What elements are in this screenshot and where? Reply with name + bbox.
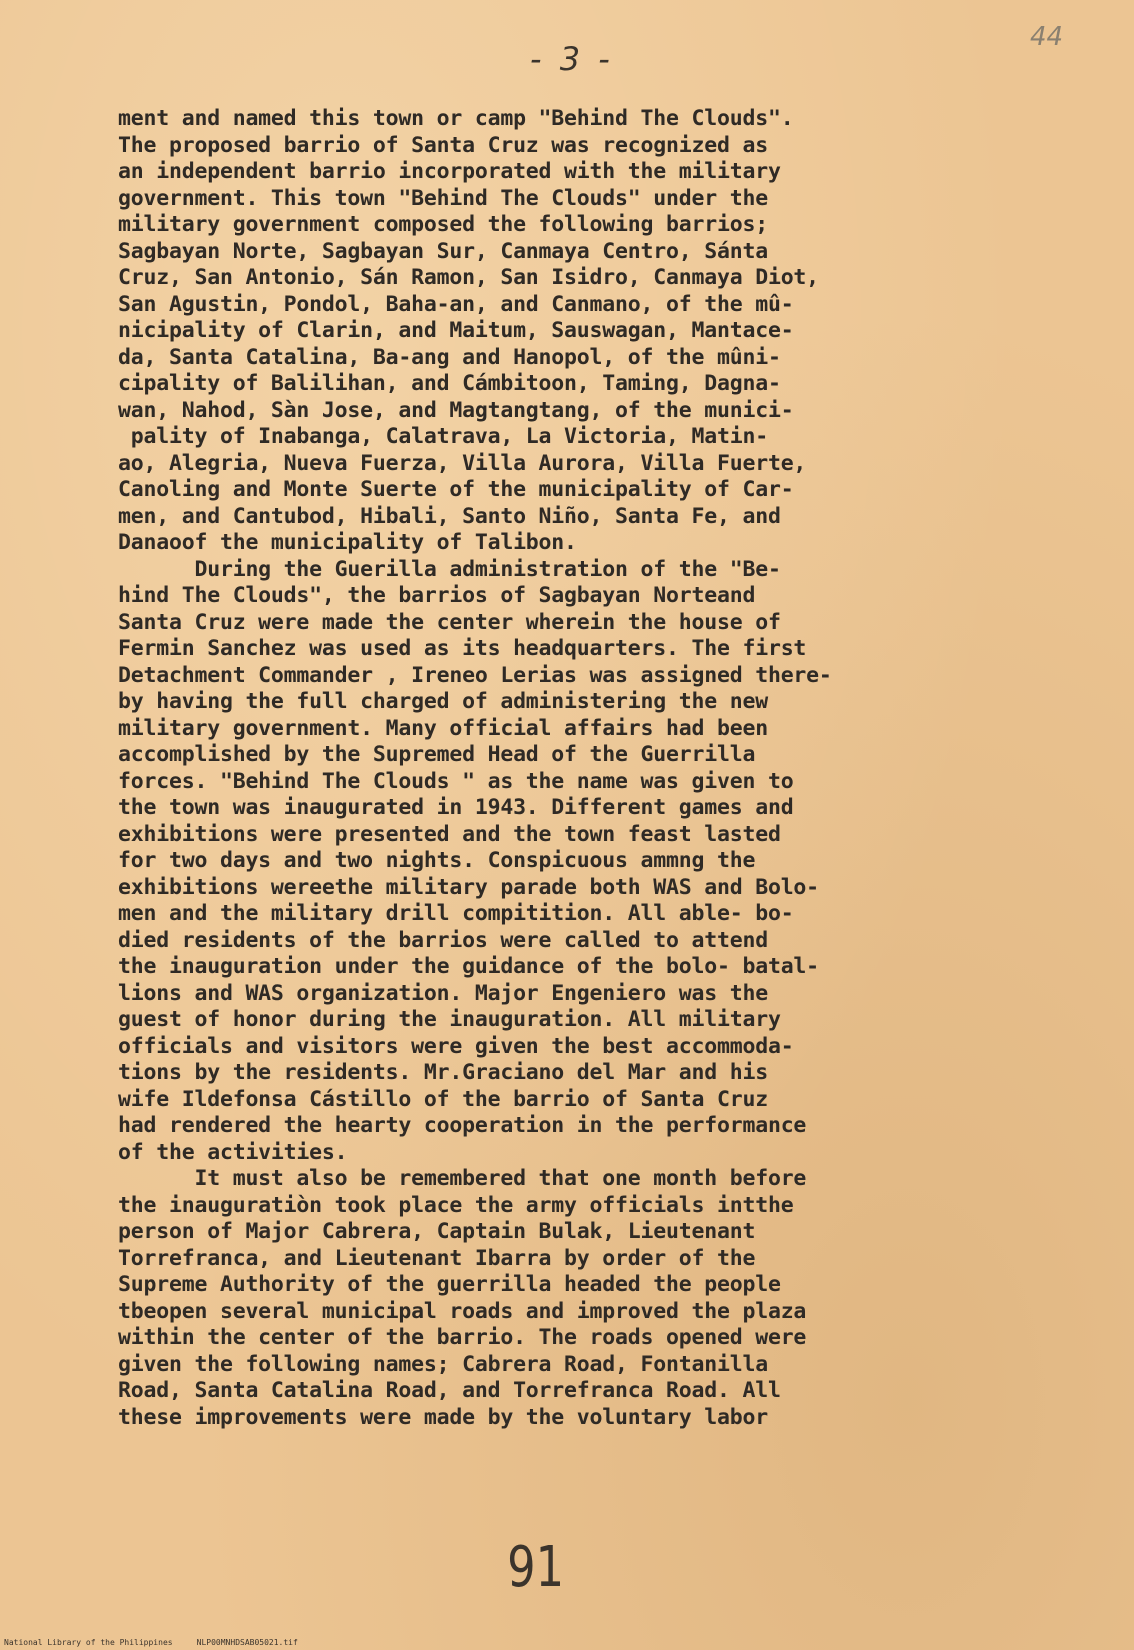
text-line: government. This town "Behind The Clouds" under the bbox=[118, 185, 768, 211]
text-line: person of Major Cabrera, Captain Bulak, Lieutenant bbox=[118, 1219, 756, 1244]
text-line: wife Ildefonsa Cástillo of the barrio of Santa Cruz bbox=[118, 1086, 768, 1112]
page-number: - 3 - bbox=[530, 40, 614, 78]
text-line: by having the full charged of administering the new bbox=[118, 689, 768, 714]
handwritten-corner-number: 44 bbox=[1030, 22, 1064, 52]
text-line: lions and WAS organization. Major Engeniero was the bbox=[118, 980, 768, 1006]
text-line: Supreme Authority of the guerrilla headed the people bbox=[118, 1272, 781, 1297]
text-line: the town was inaugurated in 1943. Different games and bbox=[118, 795, 794, 820]
text-line: men and the military drill compitition. All able- bo- bbox=[118, 901, 794, 926]
text-line: cipality of Balilihan, and Cámbitoon, Taming, Dagna- bbox=[118, 371, 781, 396]
text-line: pality of Inabanga, Calatrava, La Victoria, Matin- bbox=[118, 424, 768, 449]
text-line: It must also be remembered that one month before bbox=[118, 1166, 807, 1191]
typed-body-text bbox=[118, 106, 1018, 1431]
text-line: forces. "Behind The Clouds " as the name was given to bbox=[118, 768, 794, 794]
text-line: nicipality of Clarin, and Maitum, Sauswagan, Mantace- bbox=[118, 318, 794, 343]
text-line: The proposed barrio of Santa Cruz was recognized as bbox=[118, 132, 768, 158]
text-line: the inauguratiòn took place the army officials intthe bbox=[118, 1192, 794, 1218]
text-line: for two days and two nights. Conspicuous ammng the bbox=[118, 848, 756, 873]
text-line: tions by the residents. Mr.Graciano del Mar and his bbox=[118, 1060, 768, 1085]
text-line: da, Santa Catalina, Ba-ang and Hanopol, of the mûni- bbox=[118, 344, 781, 370]
text-line: died residents of the barrios were called to attend bbox=[118, 927, 768, 953]
text-line: accomplished by the Supremed Head of the Guerrilla bbox=[118, 742, 756, 767]
text-line: officials and visitors were given the best accommoda- bbox=[118, 1033, 794, 1059]
text-line: within the center of the barrio. The roads opened were bbox=[118, 1325, 807, 1350]
text-line: Road, Santa Catalina Road, and Torrefranca Road. All bbox=[118, 1378, 781, 1403]
text-line: Santa Cruz were made the center wherein the house of bbox=[118, 609, 781, 635]
text-line: exhibitions wereethe military parade both WAS and Bolo- bbox=[118, 874, 819, 900]
text-line: an independent barrio incorporated with the military bbox=[118, 159, 781, 184]
text-line: men, and Cantubod, Hibali, Santo Niño, Santa Fe, and bbox=[118, 503, 781, 529]
text-line: Detachment Commander , Ireneo Lerias was assigned there- bbox=[118, 662, 832, 688]
text-line: Canoling and Monte Suerte of the municipality of Car- bbox=[118, 477, 794, 502]
text-line: had rendered the hearty cooperation in the performance bbox=[118, 1113, 807, 1138]
text-line: these improvements were made by the voluntary labor bbox=[118, 1404, 768, 1430]
text-line: given the following names; Cabrera Road, Fontanilla bbox=[118, 1351, 768, 1377]
text-line: Sagbayan Norte, Sagbayan Sur, Canmaya Centro, Sánta bbox=[118, 238, 768, 264]
text-line: wan, Nahod, Sàn Jose, and Magtangtang, of the munici- bbox=[118, 397, 794, 423]
archive-footer: National Library of the Philippines NLP00MNHDSAB05021.tif bbox=[4, 1638, 298, 1647]
text-line: the inauguration under the guidance of the bolo- batal- bbox=[118, 954, 819, 979]
text-line: tbeopen several municipal roads and improved the plaza bbox=[118, 1298, 807, 1324]
text-line: military government composed the following barrios; bbox=[118, 212, 768, 237]
text-line: guest of honor during the inauguration. All military bbox=[118, 1007, 781, 1032]
text-line: Torrefranca, and Lieutenant Ibarra by order of the bbox=[118, 1245, 756, 1271]
handwritten-page-number: 91 bbox=[507, 1535, 565, 1600]
text-line: San Agustin, Pondol, Baha-an, and Canmano, of the mû- bbox=[118, 291, 794, 317]
text-line: exhibitions were presented and the town feast lasted bbox=[118, 821, 781, 847]
text-line: military government. Many official affairs had been bbox=[118, 715, 768, 741]
text-line: Cruz, San Antonio, Sán Ramon, San Isidro, Canmaya Diot, bbox=[118, 265, 819, 290]
text-line: During the Guerilla administration of the "Be- bbox=[118, 556, 781, 582]
text-line: ment and named this town or camp "Behind The Clouds". bbox=[118, 106, 794, 131]
text-line: hind The Clouds", the barrios of Sagbayan Norteand bbox=[118, 583, 756, 608]
text-line: of the activities. bbox=[118, 1139, 348, 1165]
text-line: Fermin Sanchez was used as its headquarters. The first bbox=[118, 636, 807, 661]
text-line: ao, Alegria, Nueva Fuerza, Villa Aurora, Villa Fuerte, bbox=[118, 450, 807, 476]
text-line: Danaoof the municipality of Talibon. bbox=[118, 530, 577, 555]
